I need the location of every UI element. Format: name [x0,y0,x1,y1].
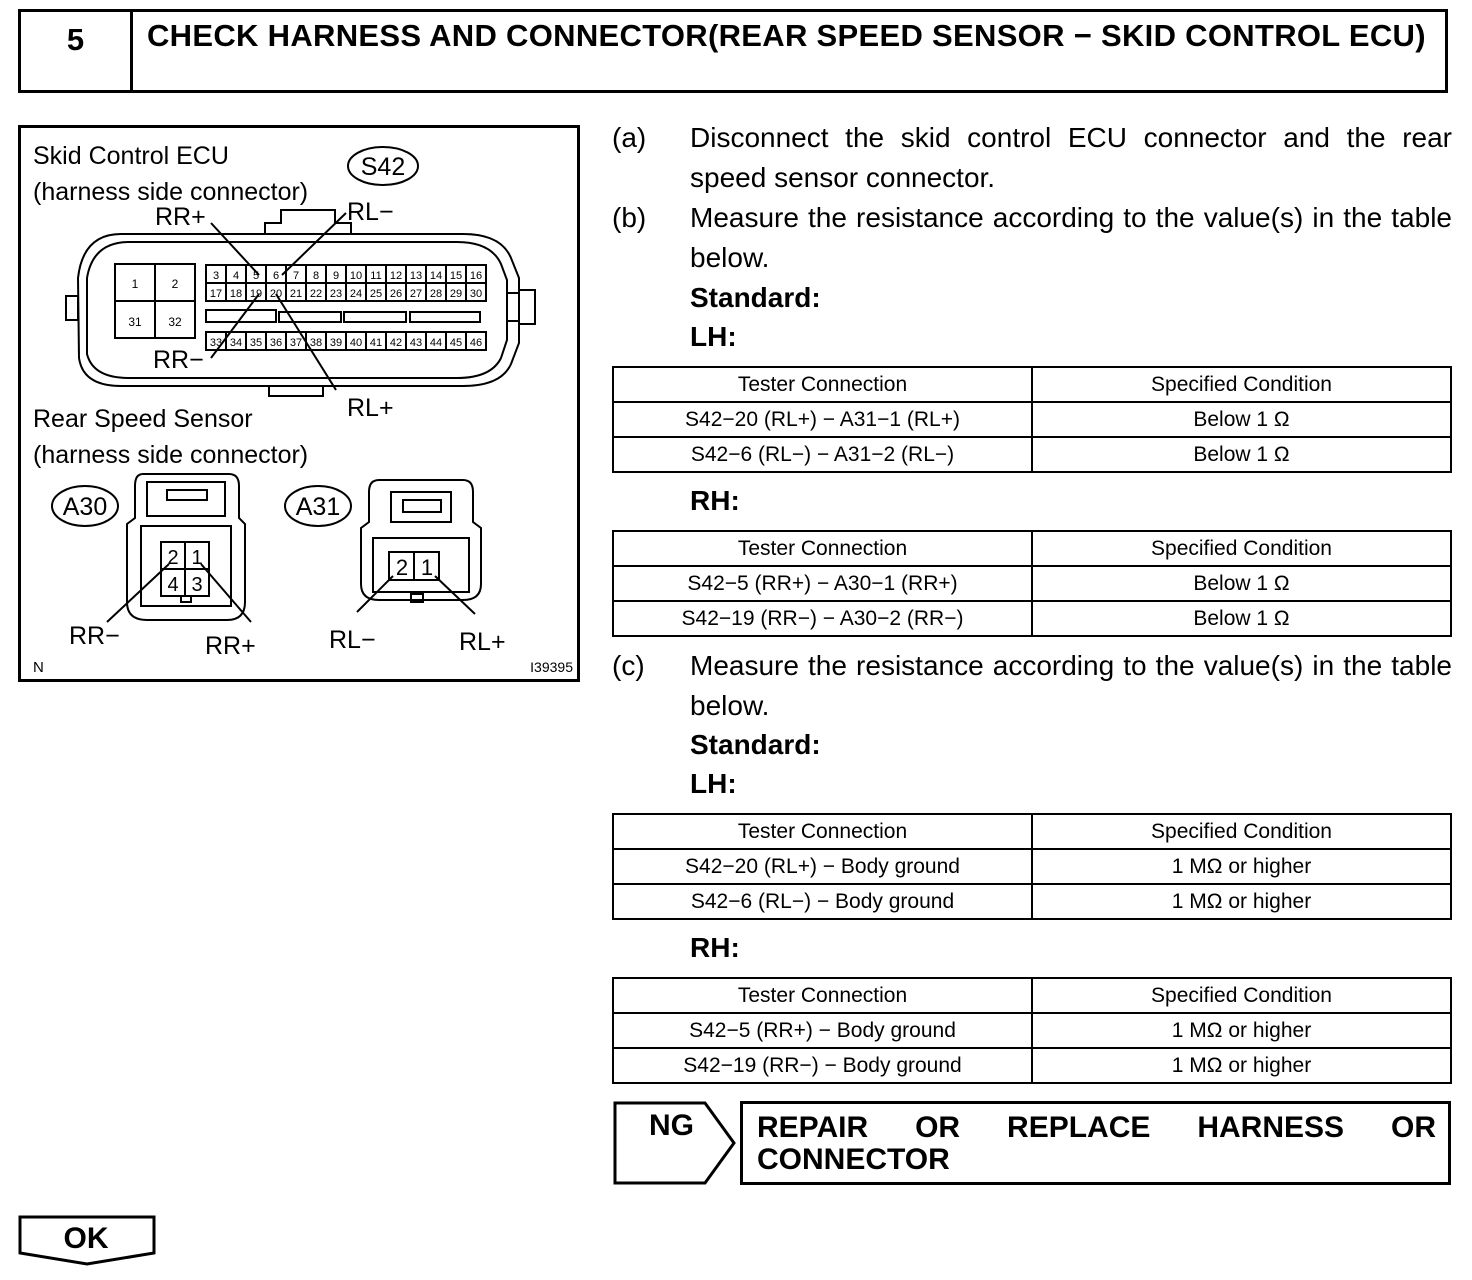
step-a-text: Disconnect the skid control ECU connector and the rear speed sensor connector. [690,122,1452,193]
step-a [612,118,1452,198]
ecu-pin: 37 [289,337,303,349]
ecu-pin: 39 [329,337,343,349]
ecu-pin: 42 [389,337,403,349]
ecu-pin: 14 [429,270,443,282]
ng-result-line1: REPAIR OR REPLACE HARNESS OR [757,1111,1436,1144]
a30-pin: 1 [191,547,203,569]
ecu-pin: 18 [229,288,243,300]
table-row [613,884,1451,919]
ecu-pin: 43 [409,337,423,349]
step-c-text: Measure the resistance according to the value(s) in the table below. [690,650,1452,721]
a31-label-left: RL− [329,626,376,654]
table-header-row [613,531,1451,566]
ecu-pin: 33 [209,337,223,349]
header-specified-condition: Specified Condition [1032,978,1451,1013]
ng-result-box [740,1101,1451,1185]
ok-label: OK [63,1222,109,1255]
lh-label: LH: [690,321,737,352]
ecu-pin: 34 [229,337,243,349]
figure-id: I39395 [530,659,573,675]
header-tester-connection: Tester Connection [613,531,1032,566]
sensor-caption-line2: (harness side connector) [33,441,309,469]
a30-code: A30 [62,493,108,521]
table-header-row [613,367,1451,402]
specified-condition-cell: Below 1 Ω [1032,566,1451,601]
a31-label-right: RL+ [459,628,506,656]
a31-pin: 1 [420,555,434,580]
header-specified-condition: Specified Condition [1032,367,1451,402]
tester-connection-cell: S42−20 (RL+) − A31−1 (RL+) [613,402,1032,437]
a31-pin: 2 [395,555,409,580]
specified-condition-cell: 1 MΩ or higher [1032,884,1451,919]
label-rl-minus: RL− [347,198,394,226]
header-tester-connection: Tester Connection [613,978,1032,1013]
table-row [613,566,1451,601]
a30-label-right: RR+ [205,632,256,660]
ng-label: NG [649,1109,694,1142]
ecu-caption-line1: Skid Control ECU [33,142,229,170]
ok-branch-arrow [18,1215,158,1267]
label-rl-plus: RL+ [347,394,394,422]
ecu-pin: 24 [349,288,363,300]
ecu-pin: 36 [269,337,283,349]
ecu-pin: 35 [249,337,263,349]
table-row [613,1048,1451,1083]
ecu-pin: 32 [168,315,182,329]
connector-diagram [21,128,577,679]
sensor-caption-line1: Rear Speed Sensor [33,405,253,433]
ecu-pin: 27 [409,288,423,300]
ecu-pin: 40 [349,337,363,349]
tester-connection-cell: S42−19 (RR−) − A30−2 (RR−) [613,601,1032,636]
ecu-pin: 8 [312,270,320,282]
step-number: 5 [21,12,133,90]
ecu-pin: 30 [469,288,483,300]
tester-connection-cell: S42−5 (RR+) − Body ground [613,1013,1032,1048]
header-tester-connection: Tester Connection [613,367,1032,402]
step-b [612,198,1452,278]
ecu-pin: 6 [272,270,280,282]
header-specified-condition: Specified Condition [1032,531,1451,566]
ecu-pin: 29 [449,288,463,300]
step-c-marker: (c) [612,650,645,681]
rh-label: RH: [690,485,740,516]
step-b-marker: (b) [612,202,647,233]
ecu-pin: 23 [329,288,343,300]
specified-condition-cell: 1 MΩ or higher [1032,1048,1451,1083]
header-specified-condition: Specified Condition [1032,814,1451,849]
ecu-pin: 46 [469,337,483,349]
table-header-row [613,814,1451,849]
ecu-pin: 13 [409,270,423,282]
ecu-pin: 31 [128,315,142,329]
label-rr-minus: RR− [153,346,204,374]
ecu-pin: 38 [309,337,323,349]
ecu-pin: 4 [232,270,240,282]
ng-result-line2: CONNECTOR [757,1143,950,1176]
ecu-pin: 25 [369,288,383,300]
step-title: CHECK HARNESS AND CONNECTOR(REAR SPEED SENSOR − SKID CONTROL ECU) [147,18,1426,53]
a30-label-left: RR− [69,622,120,650]
tester-connection-cell: S42−6 (RL−) − Body ground [613,884,1032,919]
table-row [613,849,1451,884]
table-c-rh [612,977,1452,1084]
tester-connection-cell: S42−6 (RL−) − A31−2 (RL−) [613,437,1032,472]
tester-connection-cell: S42−5 (RR+) − A30−1 (RR+) [613,566,1032,601]
step-c [612,646,1452,726]
table-b-lh [612,366,1452,473]
table-header-row [613,978,1451,1013]
ecu-pin: 21 [289,288,303,300]
label-rr-plus: RR+ [155,203,206,231]
ecu-pin: 19 [249,288,263,300]
step-a-marker: (a) [612,122,647,153]
ecu-pin: 1 [131,277,139,291]
a30-pin: 3 [191,574,203,596]
step-header [18,9,1448,93]
ecu-pin: 45 [449,337,463,349]
specified-condition-cell: Below 1 Ω [1032,402,1451,437]
ecu-pin: 17 [209,288,223,300]
step-b-text: Measure the resistance according to the value(s) in the table below. [690,202,1452,273]
table-row [613,601,1451,636]
ecu-pin: 26 [389,288,403,300]
table-row [613,1013,1451,1048]
connector-figure [18,125,580,682]
ecu-pin: 12 [389,270,403,282]
tester-connection-cell: S42−19 (RR−) − Body ground [613,1048,1032,1083]
corner-mark: N [33,659,44,676]
a31-code: A31 [295,493,341,521]
ecu-pin: 2 [171,277,179,291]
specified-condition-cell: 1 MΩ or higher [1032,1013,1451,1048]
ecu-pin: 9 [332,270,340,282]
standard-label: Standard: [690,729,821,760]
ecu-pin: 15 [449,270,463,282]
ng-result-text [757,1112,1436,1176]
ecu-connector-code: S42 [360,153,406,181]
ecu-pin: 3 [212,270,220,282]
ecu-pin: 44 [429,337,443,349]
rh-label: RH: [690,932,740,963]
tester-connection-cell: S42−20 (RL+) − Body ground [613,849,1032,884]
ecu-pin: 10 [349,270,363,282]
table-row [613,402,1451,437]
ecu-pin: 5 [252,270,260,282]
ecu-pin: 28 [429,288,443,300]
table-b-rh [612,530,1452,637]
ecu-pin: 20 [269,288,283,300]
table-row [613,437,1451,472]
specified-condition-cell: Below 1 Ω [1032,601,1451,636]
ecu-pin: 16 [469,270,483,282]
lh-label: LH: [690,768,737,799]
ng-branch-arrow [613,1101,737,1185]
ecu-pin: 11 [370,270,382,282]
table-c-lh [612,813,1452,920]
ecu-caption-line2: (harness side connector) [33,178,309,206]
a30-pin: 4 [167,574,179,596]
header-tester-connection: Tester Connection [613,814,1032,849]
ecu-pin: 41 [369,337,383,349]
standard-label: Standard: [690,282,821,313]
a30-pin: 2 [167,547,179,569]
ecu-pin: 22 [309,288,323,300]
specified-condition-cell: 1 MΩ or higher [1032,849,1451,884]
ecu-pin: 7 [292,270,300,282]
specified-condition-cell: Below 1 Ω [1032,437,1451,472]
